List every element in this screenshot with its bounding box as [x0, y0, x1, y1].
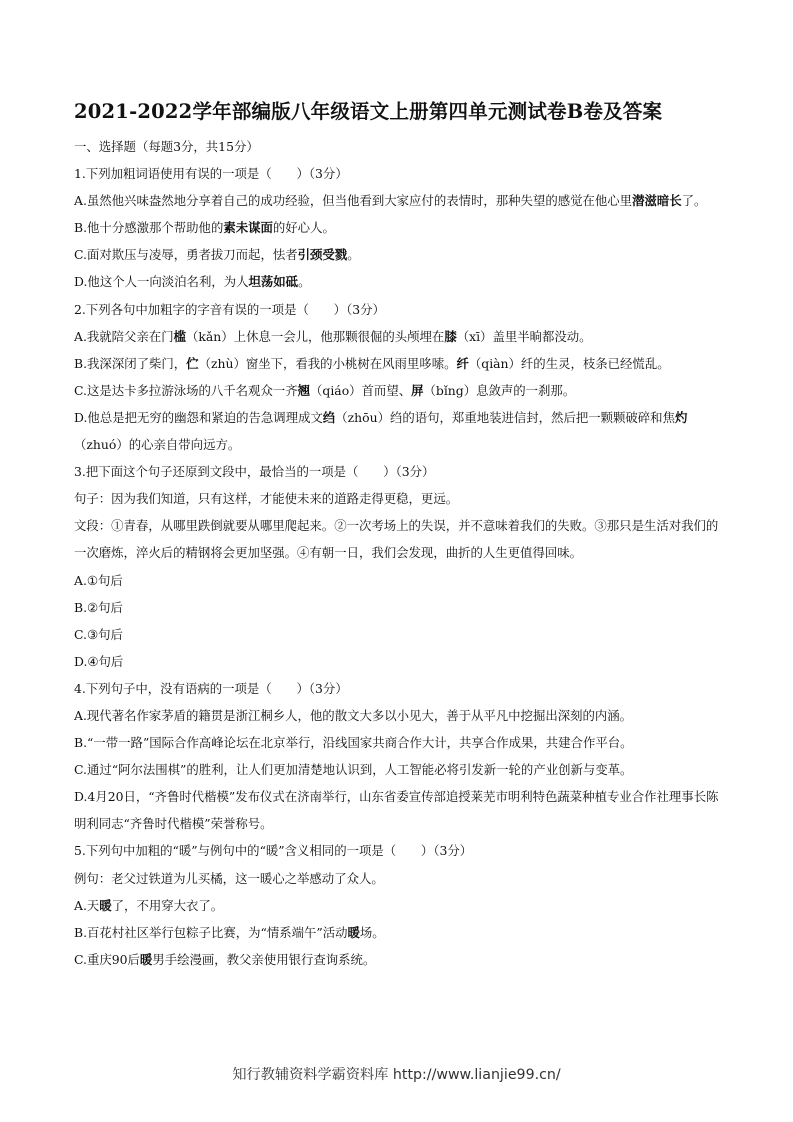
question-4-option-b: B.“一带一路”国际合作高峰论坛在北京举行，沿线国家共商合作大计，共享合作成果，共建合作平台。: [74, 735, 633, 751]
question-3-option-a: A.①句后: [74, 572, 123, 588]
question-3-option-c: C.③句后: [74, 626, 123, 642]
question-4-stem: 4.下列句子中，没有语病的一项是（ ）（3分）: [74, 680, 348, 696]
question-2-option-b: B.我深深闭了柴门，伫（zhù）窗坐下，看我的小桃树在风雨里哆嗦。纤（qiàn）纤的生灵，枝条已经慌乱。: [74, 355, 670, 371]
question-1-option-b: B.他十分感激那个帮助他的素未谋面的好心人。: [74, 220, 335, 236]
question-4-option-a: A.现代著名作家茅盾的籍贯是浙江桐乡人，他的散文大多以小见大，善于从平凡中挖掘出深刻的内涵。: [74, 707, 633, 723]
page-title: 2021-2022学年部编版八年级语文上册第四单元测试卷B卷及答案: [74, 100, 663, 123]
question-5-option-b: B.百花村社区举行包粽子比赛，为“情系端午”活动暖场。: [74, 924, 385, 940]
question-5-option-a: A.天暖了，不用穿大衣了。: [74, 897, 224, 913]
footer-watermark: 知行教辅资料学霸资料库 http://www.lianjie99.cn/: [232, 1067, 561, 1083]
section-heading: 一、选择题（每题3分，共15分）: [74, 139, 259, 154]
question-5-stem: 5.下列句中加粗的“暖”与例句中的“暖”含义相同的一项是（ ）（3分）: [74, 843, 473, 859]
question-5-example: 例句：老父过铁道为儿买橘，这一暖心之举感动了众人。: [74, 870, 384, 886]
question-4-option-d: D.4月20日，“齐鲁时代楷模”发布仪式在济南举行，山东省委宣传部追授莱芜市明利特色蔬菜种植专业合作社理事长陈明利同志“齐鲁时代楷模”荣誉称号。: [74, 789, 719, 832]
question-2-stem: 2.下列各句中加粗字的字音有误的一项是（ ）（3分）: [74, 301, 385, 317]
question-2-option-a: A.我就陪父亲在门槛（kǎn）上休息一会儿，他那颗很倔的头颅埋在膝（xī）盖里半晌都没动。: [74, 328, 592, 344]
question-2-option-c: C.这是达卡多拉游泳场的八千名观众一齐翘（qiáo）首而望、屏（bǐng）息敛声的一刹那。: [74, 382, 576, 398]
question-3-option-d: D.④句后: [74, 653, 124, 669]
question-1-option-c: C.面对欺压与凌辱，勇者拔刀而起，怯者引颈受戮。: [74, 247, 360, 263]
exam-content: [74, 133, 724, 973]
question-3-passage: 文段：①青春，从哪里跌倒就要从哪里爬起来。②一次考场上的失误，并不意味着我们的失败。③那只是生活对我们的一次磨炼，淬火后的精钢将会更加坚强。④有朝一日，我们会发现，曲折的人生更值得回味。: [74, 518, 719, 561]
question-1-option-a: A.虽然他兴味盎然地分享着自己的成功经验，但当他看到大家应付的表情时，那种失望的感觉在他心里潜滋暗长了。: [74, 193, 707, 209]
question-1-option-d: D.他这个人一向淡泊名利，为人坦荡如砥。: [74, 274, 311, 290]
question-2-option-d: D.他总是把无穷的幽怨和紧迫的告急调理成文绉（zhōu）绉的语句，郑重地装进信封，然后把一颗颗破碎和焦灼（zhuó）的心亲自带向远方。: [74, 409, 688, 453]
question-1-stem: 1.下列加粗词语使用有误的一项是（ ）（3分）: [74, 166, 348, 182]
question-3-stem: 3.把下面这个句子还原到文段中，最恰当的一项是（ ）（3分）: [74, 464, 435, 480]
question-5-option-c: C.重庆90后暖男手绘漫画，教父亲使用银行查询系统。: [74, 951, 376, 967]
question-3-sentence: 句子：因为我们知道，只有这样，才能使未来的道路走得更稳，更远。: [74, 491, 459, 507]
question-4-option-c: C.通过“阿尔法围棋”的胜利，让人们更加清楚地认识到，人工智能必将引发新一轮的产业创新与变革。: [74, 762, 633, 778]
question-3-option-b: B.②句后: [74, 599, 123, 615]
